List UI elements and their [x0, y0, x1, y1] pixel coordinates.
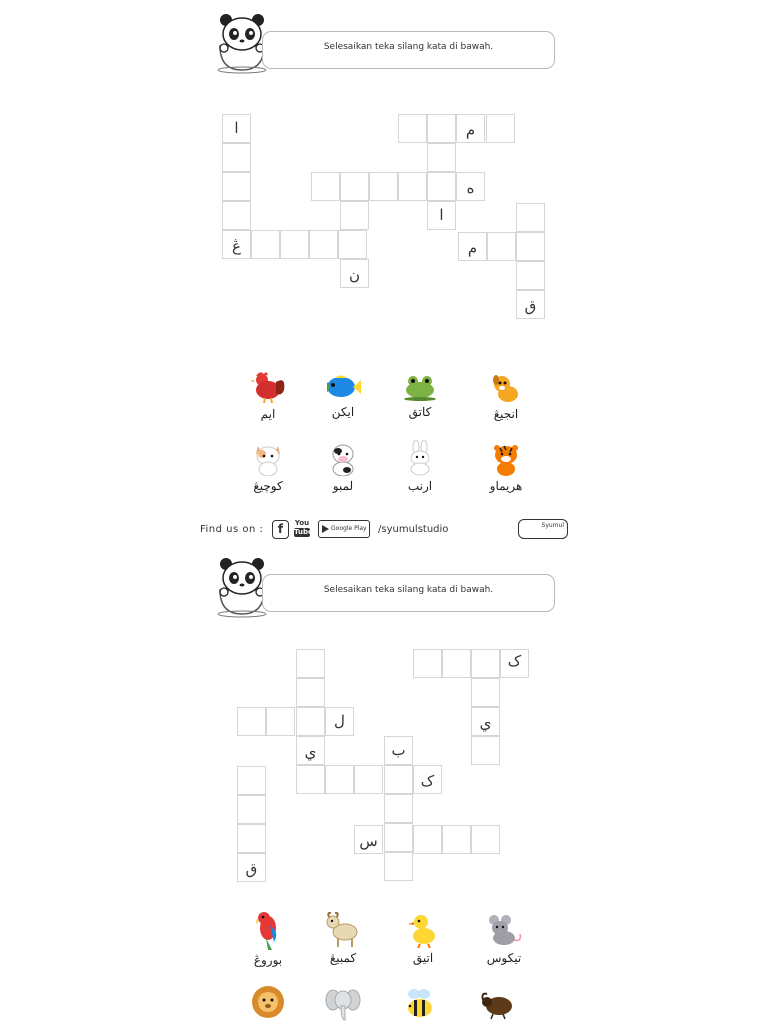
- crossword-cell[interactable]: [237, 824, 266, 853]
- animal-label: انجيڠ: [493, 407, 519, 421]
- crossword-cell[interactable]: [384, 823, 413, 852]
- crossword-letter: ل: [334, 712, 345, 730]
- parrot-icon: [250, 910, 286, 950]
- crossword-letter: ک: [507, 652, 522, 670]
- crossword-letter: ق: [245, 860, 258, 878]
- animal-card-elephant: [303, 986, 383, 1022]
- animal-label: ايکن: [331, 405, 355, 419]
- crossword-letter: ي: [479, 714, 492, 732]
- animal-label: هريماو: [489, 479, 523, 493]
- animal-label: ارنب: [407, 479, 433, 493]
- animal-label: بوروڠ: [253, 953, 283, 967]
- crossword-cell[interactable]: [296, 678, 325, 707]
- crossword-cell[interactable]: [296, 707, 325, 736]
- social-handle: /syumulstudio: [378, 524, 449, 535]
- crossword-letter: ا: [234, 119, 239, 137]
- crossword-letter: ک: [420, 772, 435, 790]
- goat-icon: [323, 910, 363, 948]
- animal-card-parrot: [228, 910, 308, 967]
- youtube-text-bottom: Tube: [294, 528, 313, 536]
- animal-card-lion: [228, 984, 308, 1020]
- syumul-logo: Syumul: [518, 519, 568, 539]
- crossword-letter: ه: [466, 179, 475, 197]
- animal-label: کوچيڠ: [253, 479, 283, 493]
- crossword-cell[interactable]: [296, 649, 325, 678]
- crossword-cell[interactable]: [237, 766, 266, 795]
- animal-label: لمبو: [332, 479, 354, 493]
- crossword-letter: ڠ: [232, 237, 241, 255]
- instruction-text: Selesaikan teka silang kata di bawah.: [323, 585, 494, 595]
- facebook-icon[interactable]: f: [272, 520, 289, 539]
- crossword-cell[interactable]: [413, 825, 442, 854]
- animal-label: کاتق: [408, 405, 432, 419]
- animal-card-beetle: [458, 988, 538, 1020]
- animal-label: ايم: [260, 407, 276, 421]
- crossword-letter: ا: [439, 206, 444, 224]
- crossword-letter: م: [467, 239, 478, 257]
- crossword-cell[interactable]: [471, 825, 500, 854]
- crossword-cell[interactable]: [471, 678, 500, 707]
- crossword-cell[interactable]: [413, 649, 442, 678]
- animal-card-goat: [303, 910, 383, 965]
- mouse-icon: [484, 912, 524, 948]
- animal-card-duck: [383, 912, 463, 965]
- crossword-cell[interactable]: [325, 765, 354, 794]
- animal-card-mouse: [464, 912, 544, 965]
- crossword-cell[interactable]: [384, 852, 413, 881]
- crossword-letter: ن: [348, 266, 360, 284]
- youtube-text-top: You: [294, 519, 310, 527]
- crossword-cell[interactable]: [237, 707, 266, 736]
- crossword-letter: م: [465, 121, 476, 139]
- animal-card-bee: [380, 986, 460, 1020]
- animal-label: کمبيڠ: [329, 951, 357, 965]
- crossword-cell[interactable]: [266, 707, 295, 736]
- google-play-badge[interactable]: Google Play: [318, 520, 370, 538]
- duck-icon: [406, 912, 440, 948]
- crossword-cell[interactable]: [442, 825, 471, 854]
- elephant-icon: [325, 986, 361, 1022]
- find-us-label: Find us on :: [200, 524, 264, 535]
- crossword-letter: ق: [524, 297, 537, 315]
- bee-icon: [402, 986, 438, 1020]
- crossword-cell[interactable]: [442, 649, 471, 678]
- animal-label: اتيق: [412, 951, 434, 965]
- lion-icon: [250, 984, 286, 1020]
- animal-label: تيکوس: [486, 951, 522, 965]
- crossword-cell[interactable]: [384, 794, 413, 823]
- crossword-letter: س: [359, 832, 378, 850]
- crossword-cell[interactable]: [384, 765, 413, 794]
- crossword-letter: ب: [391, 741, 406, 759]
- crossword-cell[interactable]: [237, 795, 266, 824]
- beetle-icon: [479, 988, 517, 1020]
- crossword-cell[interactable]: [471, 649, 500, 678]
- crossword-letter: ي: [304, 743, 317, 761]
- instruction-text: Selesaikan teka silang kata di bawah.: [323, 42, 494, 52]
- crossword-cell[interactable]: [296, 765, 325, 794]
- crossword-cell[interactable]: [354, 765, 383, 794]
- crossword-cell[interactable]: [471, 736, 500, 765]
